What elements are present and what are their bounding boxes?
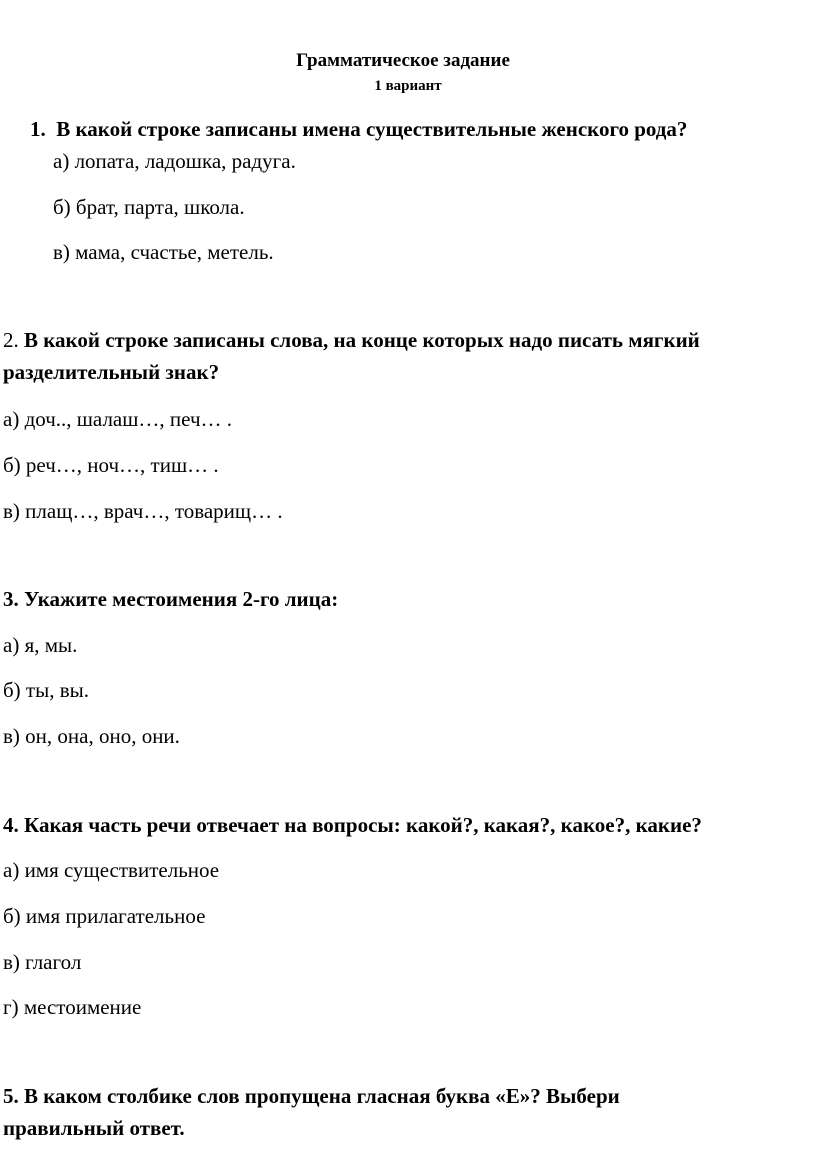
question-4-option-a: а) имя существительное: [3, 858, 220, 882]
question-3-option-c: в) он, она, оно, они.: [3, 724, 180, 748]
question-2-number: 2.: [3, 328, 19, 352]
question-2-option-c: в) плащ…, врач…, товарищ… .: [3, 499, 283, 523]
question-1-text: В какой строке записаны имена существительные женского рода?: [56, 117, 688, 141]
question-3-text: 3. Укажите местоимения 2-го лица:: [3, 587, 339, 611]
question-1-option-b: б) брат, парта, школа.: [53, 195, 245, 219]
question-2-text-line-1: В какой строке записаны слова, на конце которых надо писать мягкий: [24, 328, 700, 352]
question-5: [3, 1086, 620, 1107]
page-title: Грамматическое задание: [296, 50, 510, 71]
question-4-text: 4. Какая часть речи отвечает на вопросы: какой?, какая?, какое?, какие?: [3, 813, 702, 837]
question-1: [30, 119, 687, 140]
question-3-option-b: б) ты, вы.: [3, 678, 89, 702]
question-4-option-c: в) глагол: [3, 950, 82, 974]
question-3: [3, 589, 338, 610]
question-1-option-a: а) лопата, ладошка, радуга.: [53, 149, 296, 173]
question-2-option-b: б) реч…, ноч…, тиш… .: [3, 453, 219, 477]
variant-label: 1 вариант: [374, 78, 442, 94]
question-1-number: 1.: [30, 117, 46, 141]
question-2-text-line-2: разделительный знак?: [3, 360, 220, 384]
question-4: [3, 815, 702, 836]
question-4-option-d: г) местоимение: [3, 995, 142, 1019]
question-2: [3, 330, 700, 351]
question-2-option-a: а) доч.., шалаш…, печ… .: [3, 407, 233, 431]
question-3-option-a: а) я, мы.: [3, 633, 78, 657]
question-5-text-line-1: 5. В каком столбике слов пропущена гласная буква «Е»? Выбери: [3, 1084, 620, 1108]
question-1-option-c: в) мама, счастье, метель.: [53, 240, 274, 264]
question-5-text-line-2: правильный ответ.: [3, 1116, 185, 1140]
question-4-option-b: б) имя прилагательное: [3, 904, 206, 928]
